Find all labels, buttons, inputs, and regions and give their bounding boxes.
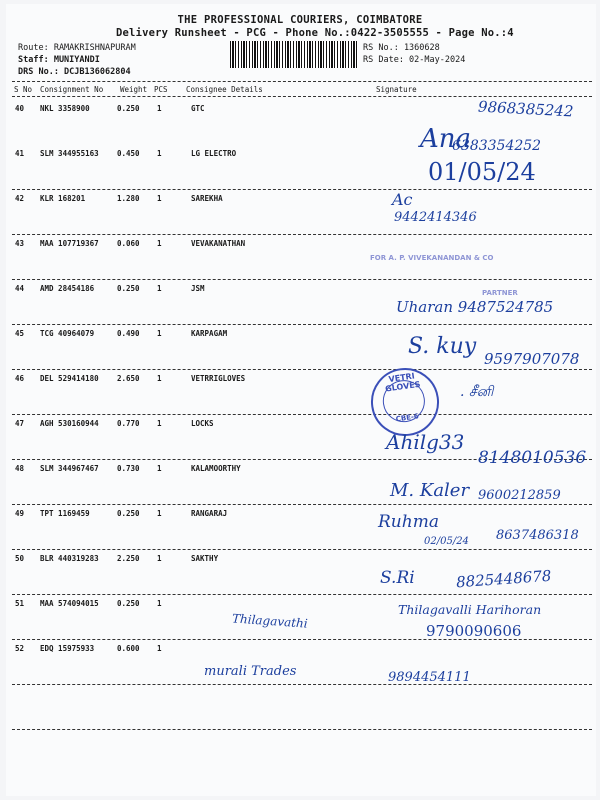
rs-date: RS Date: 02-May-2024 — [363, 55, 466, 65]
signature-47: Ahilg33 — [386, 430, 465, 454]
row-divider — [12, 729, 592, 730]
cell-consignment: EDQ 15975933 — [40, 644, 95, 653]
stamp-43: FOR A. P. VIVEKANANDAN & CO — [370, 254, 494, 262]
cell-sno: 41 — [15, 149, 25, 158]
col-pcs: PCS — [154, 85, 168, 94]
signature-49-phone: 8637486318 — [496, 528, 579, 543]
handwritten-name-52: murali Trades — [204, 664, 297, 679]
cell-consignment: NKL 3358900 — [40, 104, 90, 113]
cell-consignment: DEL 529414180 — [40, 374, 99, 383]
cell-pcs: 1 — [157, 149, 162, 158]
cell-consignment: TPT 1169459 — [40, 509, 90, 518]
cell-consignment: AGH 530160944 — [40, 419, 99, 428]
stamp-text-top: VETRI GLOVES — [384, 371, 421, 394]
signature-44: Uharan 9487524785 — [396, 298, 554, 316]
signature-51: Thilagavalli Harihoran — [398, 602, 542, 617]
route-label: Route: RAMAKRISHNAPURAM — [18, 43, 136, 53]
header-rule-bottom — [12, 96, 592, 97]
signature-40-phone: 9868385242 — [477, 97, 574, 121]
cell-pcs: 1 — [157, 374, 162, 383]
cell-consignee: LOCKS — [191, 419, 214, 428]
signature-48-phone: 9600212859 — [478, 488, 561, 503]
signature-41-date: 01/05/24 — [428, 158, 536, 186]
cell-pcs: 1 — [157, 419, 162, 428]
cell-consignment: BLR 440319283 — [40, 554, 99, 563]
cell-weight: 2.250 — [117, 554, 140, 563]
cell-sno: 51 — [15, 599, 25, 608]
signature-45: S. kuy — [408, 334, 477, 359]
cell-pcs: 1 — [157, 509, 162, 518]
cell-pcs: 1 — [157, 554, 162, 563]
cell-weight: 0.250 — [117, 104, 140, 113]
table-row — [0, 239, 600, 284]
cell-consignment: MAA 574094015 — [40, 599, 99, 608]
barcode — [230, 41, 358, 68]
cell-sno: 47 — [15, 419, 25, 428]
col-weight: Weight — [120, 85, 148, 94]
cell-weight: 0.250 — [117, 284, 140, 293]
cell-consignment: AMD 28454186 — [40, 284, 95, 293]
cell-pcs: 1 — [157, 464, 162, 473]
signature-52-phone: 9894454111 — [388, 670, 471, 685]
cell-consignee: JSM — [191, 284, 205, 293]
signature-51-phone: 9790090606 — [426, 622, 522, 640]
header-rule-top — [12, 81, 592, 82]
signature-47-phone: 8148010536 — [478, 448, 587, 468]
cell-consignee: KARPAGAM — [191, 329, 228, 338]
signature-45-phone: 9597907078 — [484, 350, 580, 368]
cell-weight: 0.250 — [117, 599, 140, 608]
signature-50-phone: 8825448678 — [455, 566, 552, 592]
cell-consignee: VEVAKANATHAN — [191, 239, 246, 248]
signature-46: . சீனி — [460, 384, 494, 400]
cell-consignee: GTC — [191, 104, 205, 113]
cell-consignee: RANGARAJ — [191, 509, 228, 518]
signature-49-date: 02/05/24 — [424, 536, 469, 547]
cell-weight: 2.650 — [117, 374, 140, 383]
cell-consignee: KALAMOORTHY — [191, 464, 241, 473]
cell-weight: 0.250 — [117, 509, 140, 518]
cell-weight: 1.280 — [117, 194, 140, 203]
stamp-44-partner: PARTNER — [482, 289, 518, 297]
cell-sno: 44 — [15, 284, 25, 293]
cell-pcs: 1 — [157, 239, 162, 248]
col-signature: Signature — [376, 85, 417, 94]
cell-consignment: SLM 344967467 — [40, 464, 99, 473]
cell-weight: 0.450 — [117, 149, 140, 158]
cell-consignee: LG ELECTRO — [191, 149, 237, 158]
cell-sno: 45 — [15, 329, 25, 338]
cell-sno: 46 — [15, 374, 25, 383]
signature-50: S.Ri — [380, 568, 415, 588]
col-consignment: Consignment No — [40, 85, 104, 94]
document-subtitle: Delivery Runsheet - PCG - Phone No.:0422-3505555 - Page No.:4 — [116, 27, 514, 39]
cell-consignment: SLM 344955163 — [40, 149, 99, 158]
cell-sno: 52 — [15, 644, 25, 653]
cell-pcs: 1 — [157, 644, 162, 653]
cell-sno: 48 — [15, 464, 25, 473]
signature-49: Ruhma — [378, 512, 439, 532]
col-consignee: Consignee Details — [186, 85, 263, 94]
cell-pcs: 1 — [157, 284, 162, 293]
signature-42-phone: 9442414346 — [394, 210, 477, 225]
cell-pcs: 1 — [157, 329, 162, 338]
cell-consignment: MAA 107719367 — [40, 239, 99, 248]
stamp-text-bottom: CBE-6 — [395, 412, 420, 424]
cell-consignee: VETRRIGLOVES — [191, 374, 246, 383]
cell-sno: 43 — [15, 239, 25, 248]
cell-sno: 50 — [15, 554, 25, 563]
cell-sno: 49 — [15, 509, 25, 518]
signature-48: M. Kaler — [390, 480, 470, 501]
staff-label: Staff: MUNIYANDI — [18, 55, 100, 65]
cell-pcs: 1 — [157, 599, 162, 608]
table-row — [0, 194, 600, 239]
cell-consignee: SAKTHY — [191, 554, 219, 563]
cell-consignment: KLR 168201 — [40, 194, 86, 203]
cell-consignment: TCG 40964079 — [40, 329, 95, 338]
signature-42: Ac — [392, 190, 413, 209]
cell-weight: 0.600 — [117, 644, 140, 653]
cell-weight: 0.060 — [117, 239, 140, 248]
rs-number: RS No.: 1360628 — [363, 43, 440, 53]
cell-weight: 0.490 — [117, 329, 140, 338]
signature-41-phone: 6383354252 — [452, 138, 542, 154]
table-row — [0, 644, 600, 689]
cell-sno: 42 — [15, 194, 25, 203]
cell-consignee: SAREKHA — [191, 194, 223, 203]
cell-weight: 0.770 — [117, 419, 140, 428]
document-title: THE PROFESSIONAL COURIERS, COIMBATORE — [177, 14, 423, 26]
table-row — [0, 374, 600, 419]
cell-sno: 40 — [15, 104, 25, 113]
drs-label: DRS No.: DCJB136062804 — [18, 67, 131, 77]
cell-weight: 0.730 — [117, 464, 140, 473]
cell-pcs: 1 — [157, 104, 162, 113]
cell-pcs: 1 — [157, 194, 162, 203]
signature-40: Ana — [420, 124, 472, 154]
handwritten-name-51: Thilagavathi — [231, 611, 309, 631]
col-sno: S No — [14, 85, 33, 94]
